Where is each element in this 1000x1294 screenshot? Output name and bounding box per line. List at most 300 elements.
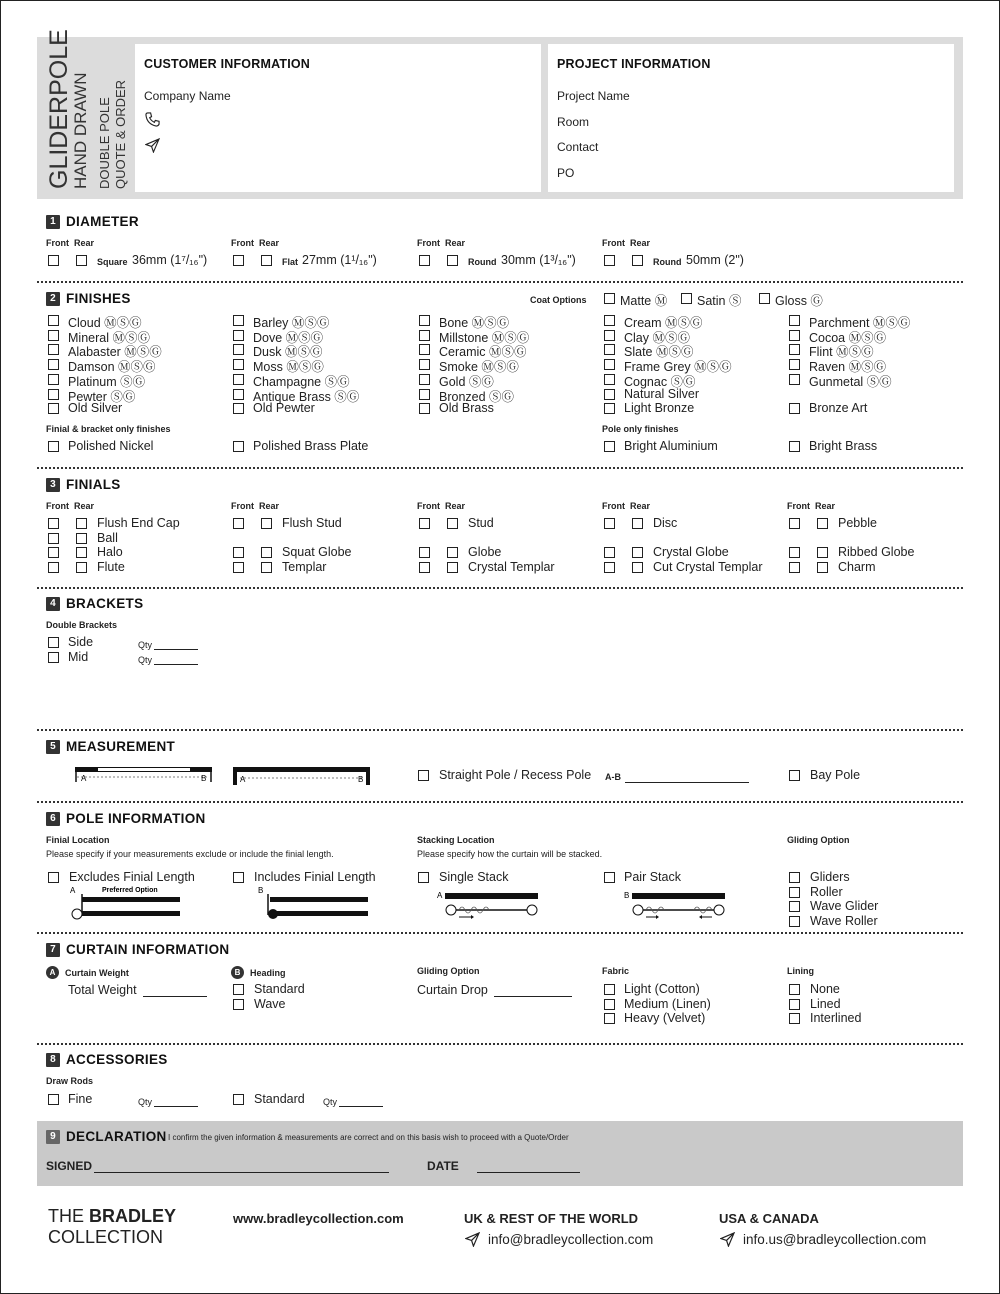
rear-label: Rear	[74, 501, 95, 511]
finial-location-label: Finial Location	[46, 835, 110, 845]
finish-label: Old Silver	[68, 401, 123, 416]
point-a-label: A	[70, 886, 76, 895]
section-title: BRACKETS	[66, 596, 144, 611]
section-number: 1	[46, 215, 60, 229]
finish-label: Champagne ⓈⒼ	[253, 374, 350, 389]
finish-checkbox[interactable]	[419, 359, 430, 370]
lining-option-label: None	[810, 982, 840, 996]
finish-label: Barley ⓂⓈⒼ	[253, 316, 330, 330]
finial-label: Pebble	[838, 516, 877, 530]
finial-label: Ball	[97, 530, 118, 545]
customer-info-title: CUSTOMER INFORMATION	[144, 57, 311, 71]
title-double-pole: DOUBLE POLE	[97, 97, 112, 189]
front-checkbox[interactable]	[48, 547, 59, 558]
straight-pole-diagram	[232, 766, 372, 786]
section-title: DECLARATION	[66, 1129, 167, 1144]
bright-brass-label: Bright Brass	[809, 439, 878, 453]
rear-checkbox[interactable]	[76, 255, 87, 266]
fabric-checkbox[interactable]	[604, 999, 615, 1010]
rear-label: Rear	[445, 501, 466, 511]
stacking-location-note: Please specify how the curtain will be stacked.	[417, 849, 603, 859]
ab-measurement-input[interactable]	[625, 771, 749, 783]
finish-checkbox[interactable]	[233, 359, 244, 370]
finish-label: Alabaster ⓂⓈⒼ	[68, 345, 162, 360]
rear-checkbox[interactable]	[817, 562, 828, 573]
curtain-gliding-label: Gliding Option	[417, 966, 480, 976]
excludes-finial-label: Excludes Finial Length	[69, 870, 195, 884]
front-checkbox[interactable]	[233, 562, 244, 573]
lining-checkbox[interactable]	[789, 999, 800, 1010]
finish-checkbox[interactable]	[419, 403, 430, 414]
diameter-size-label: 36mm (1⁷/₁₆")	[132, 253, 208, 267]
finial-label: Flush End Cap	[97, 516, 180, 530]
finish-checkbox[interactable]	[604, 330, 615, 341]
fabric-checkbox[interactable]	[604, 1013, 615, 1024]
rear-label: Rear	[445, 238, 466, 248]
point-b-label: B	[258, 886, 264, 895]
rear-checkbox[interactable]	[817, 547, 828, 558]
single-stack-checkbox[interactable]	[418, 872, 429, 883]
brackets-heading	[46, 596, 143, 611]
rear-label: Rear	[259, 501, 280, 511]
preferred-option-label: Preferred Option	[102, 887, 158, 894]
mid-qty-input[interactable]	[154, 653, 198, 665]
front-checkbox[interactable]	[789, 562, 800, 573]
send-icon	[465, 1232, 480, 1247]
title-quote-order: QUOTE & ORDER	[113, 79, 128, 189]
diameter-size-label: 27mm (1¹/₁₆")	[302, 253, 377, 267]
pole-info-heading	[46, 811, 206, 826]
finishes-heading	[46, 291, 131, 306]
section-number: 3	[46, 478, 60, 492]
front-checkbox[interactable]	[48, 562, 59, 573]
divider	[37, 932, 963, 934]
pair-stack-diagram	[624, 890, 729, 920]
date-label: DATE	[427, 1159, 459, 1173]
rear-checkbox[interactable]	[76, 518, 87, 529]
section-title: FINIALS	[66, 477, 121, 492]
gliding-option-label: Gliding Option	[787, 835, 850, 845]
signed-label: SIGNED	[46, 1159, 93, 1173]
standard-qty-input[interactable]	[339, 1095, 383, 1107]
finish-checkbox[interactable]	[604, 315, 615, 326]
send-icon	[145, 138, 160, 153]
front-checkbox[interactable]	[789, 518, 800, 529]
side-bracket-label: Side	[68, 635, 94, 649]
diameter-shape-label: Flat	[282, 257, 299, 267]
divider	[37, 729, 963, 731]
heading-label	[231, 966, 286, 979]
rear-label: Rear	[630, 238, 651, 248]
finish-checkbox[interactable]	[419, 374, 430, 385]
finish-checkbox[interactable]	[233, 389, 244, 400]
finial-label: Templar	[282, 560, 327, 575]
po-field[interactable]: PO	[557, 166, 575, 180]
curtain-weight-label	[46, 966, 129, 979]
finish-checkbox[interactable]	[789, 374, 800, 385]
finish-label: Antique Brass ⓈⒼ	[253, 389, 360, 404]
finial-label: Globe	[468, 545, 502, 560]
front-checkbox[interactable]	[233, 518, 244, 529]
rear-checkbox[interactable]	[261, 547, 272, 558]
qty-label: Qty	[138, 655, 153, 665]
front-checkbox[interactable]	[604, 255, 615, 266]
finish-label: Cloud ⓂⓈⒼ	[68, 316, 142, 330]
company-name-field[interactable]: Company Name	[144, 89, 231, 103]
finial-label: Flute	[97, 560, 125, 575]
coat-options-label: Coat Options	[530, 295, 587, 305]
recess-pole-diagram	[74, 766, 214, 784]
standard-rod-label: Standard	[254, 1092, 305, 1106]
rear-checkbox[interactable]	[261, 562, 272, 573]
polished-nickel-label: Polished Nickel	[68, 439, 154, 453]
polished-brass-checkbox[interactable]	[233, 441, 244, 452]
point-a-label: A	[240, 775, 246, 784]
front-label: Front	[417, 238, 440, 248]
finish-label: Pewter ⓈⒼ	[68, 389, 136, 404]
total-weight-input[interactable]	[143, 985, 207, 997]
diameter-size-label: 30mm (1³/₁₆")	[501, 253, 576, 267]
fabric-option-label: Heavy (Velvet)	[624, 1011, 706, 1026]
finish-label: Cocoa ⓂⓈⒼ	[809, 330, 887, 345]
finish-checkbox[interactable]	[419, 389, 430, 400]
us-region-label: USA & CANADA	[719, 1211, 819, 1226]
front-checkbox[interactable]	[604, 562, 615, 573]
point-a-label: A	[437, 891, 443, 900]
section-number: 6	[46, 812, 60, 826]
finish-checkbox[interactable]	[48, 389, 59, 400]
finish-checkbox[interactable]	[48, 315, 59, 326]
front-checkbox[interactable]	[604, 547, 615, 558]
lining-label: Lining	[787, 966, 814, 976]
fine-qty-input[interactable]	[154, 1095, 198, 1107]
coat-matte-checkbox[interactable]	[604, 293, 615, 304]
section-title: CURTAIN INFORMATION	[66, 942, 230, 957]
divider	[37, 587, 963, 589]
title-gliderpole: GLIDERPOLE	[45, 29, 73, 189]
point-b-label: B	[358, 775, 364, 784]
includes-finial-label: Includes Finial Length	[254, 870, 376, 884]
front-checkbox[interactable]	[419, 255, 430, 266]
rear-checkbox[interactable]	[76, 562, 87, 573]
bright-aluminium-label: Bright Aluminium	[624, 439, 718, 453]
pair-stack-checkbox[interactable]	[604, 872, 615, 883]
front-label: Front	[46, 501, 69, 511]
finish-checkbox[interactable]	[789, 403, 800, 414]
finial-label: Flush Stud	[282, 516, 342, 530]
measurement-heading	[46, 739, 175, 754]
qty-label: Qty	[138, 1097, 153, 1107]
uk-email-link[interactable]: info@bradleycollection.com	[488, 1232, 654, 1247]
finish-label: Slate ⓂⓈⒼ	[624, 345, 694, 360]
send-icon	[720, 1232, 735, 1247]
single-stack-label: Single Stack	[439, 870, 509, 884]
date-input[interactable]	[477, 1159, 580, 1173]
section-title: ACCESSORIES	[66, 1052, 168, 1067]
front-checkbox[interactable]	[48, 255, 59, 266]
form-title	[37, 29, 135, 199]
section-title: POLE INFORMATION	[66, 811, 206, 826]
finish-label: Smoke ⓂⓈⒼ	[439, 360, 519, 375]
curtain-drop-input[interactable]	[494, 985, 572, 997]
bay-pole-checkbox[interactable]	[789, 770, 800, 781]
coat-satin-checkbox[interactable]	[681, 293, 692, 304]
single-stack-diagram	[437, 890, 542, 920]
logo-the: THE	[48, 1206, 84, 1226]
rear-checkbox[interactable]	[632, 255, 643, 266]
finish-checkbox[interactable]	[604, 403, 615, 414]
coat-matte-label: Matte Ⓜ	[620, 294, 668, 308]
rear-checkbox[interactable]	[447, 547, 458, 558]
finish-checkbox[interactable]	[419, 344, 430, 355]
polished-nickel-checkbox[interactable]	[48, 441, 59, 452]
section-number: 4	[46, 597, 60, 611]
gliding-option-checkbox[interactable]	[789, 901, 800, 912]
section-number: 5	[46, 740, 60, 754]
finish-checkbox[interactable]	[48, 344, 59, 355]
gliding-option-label: Roller	[810, 884, 843, 899]
finish-label: Natural Silver	[624, 386, 700, 401]
finish-checkbox[interactable]	[789, 315, 800, 326]
double-brackets-label: Double Brackets	[46, 620, 118, 630]
finish-label: Bronzed ⓈⒼ	[439, 389, 515, 404]
front-label: Front	[46, 238, 69, 248]
point-b-label: B	[201, 774, 207, 783]
diameter-shape-label: Round	[468, 257, 497, 267]
pole-only-finishes-label: Pole only finishes	[602, 424, 679, 434]
lining-checkbox[interactable]	[789, 984, 800, 995]
finish-label: Mineral ⓂⓈⒼ	[68, 330, 150, 345]
finish-checkbox[interactable]	[789, 359, 800, 370]
finial-label: Crystal Templar	[468, 560, 555, 575]
finish-checkbox[interactable]	[233, 330, 244, 341]
finish-checkbox[interactable]	[419, 315, 430, 326]
marker-b: B	[231, 966, 244, 979]
project-info-box	[548, 44, 954, 192]
rear-label: Rear	[815, 501, 836, 511]
finish-checkbox[interactable]	[48, 374, 59, 385]
rear-checkbox[interactable]	[632, 518, 643, 529]
signature-input[interactable]	[94, 1159, 389, 1173]
project-info-title: PROJECT INFORMATION	[557, 57, 711, 71]
finial-label: Squat Globe	[282, 545, 352, 560]
finish-checkbox[interactable]	[419, 330, 430, 341]
stacking-location-label: Stacking Location	[417, 835, 495, 845]
fabric-checkbox[interactable]	[604, 984, 615, 995]
straight-pole-checkbox[interactable]	[418, 770, 429, 781]
marker-a: A	[46, 966, 59, 979]
rear-checkbox[interactable]	[447, 518, 458, 529]
bright-brass-checkbox[interactable]	[789, 441, 800, 452]
rear-checkbox[interactable]	[817, 518, 828, 529]
curtain-weight-text: Curtain Weight	[65, 967, 129, 978]
finish-checkbox[interactable]	[789, 330, 800, 341]
ab-label: A-B	[605, 772, 621, 782]
bay-pole-label: Bay Pole	[810, 768, 861, 782]
gliding-option-label: Wave Roller	[810, 914, 878, 929]
fine-rod-label: Fine	[68, 1092, 93, 1106]
finish-label: Moss ⓂⓈⒼ	[253, 360, 324, 375]
front-checkbox[interactable]	[233, 255, 244, 266]
finish-checkbox[interactable]	[233, 344, 244, 355]
finish-label: Cognac ⓈⒼ	[624, 374, 696, 389]
contact-field[interactable]: Contact	[557, 140, 599, 154]
front-label: Front	[231, 501, 254, 511]
finish-label: Raven ⓂⓈⒼ	[809, 360, 887, 375]
finish-checkbox[interactable]	[48, 403, 59, 414]
front-label: Front	[602, 238, 625, 248]
point-a-label: A	[81, 774, 87, 783]
finials-heading	[46, 477, 121, 492]
finish-checkbox[interactable]	[604, 389, 615, 400]
rear-checkbox[interactable]	[632, 562, 643, 573]
divider	[37, 281, 963, 283]
straight-pole-label: Straight Pole / Recess Pole	[439, 768, 592, 782]
declaration-text: I confirm the given information & measurements are correct and on this basis wish to proceed with a Quote/Order	[168, 1133, 569, 1142]
finish-label: Clay ⓂⓈⒼ	[624, 330, 690, 345]
coat-satin-label: Satin Ⓢ	[697, 294, 742, 308]
logo-bradley: BRADLEY	[89, 1206, 177, 1226]
curtain-info-heading	[46, 942, 229, 957]
finial-location-note: Please specify if your measurements exclude or include the finial length.	[46, 849, 334, 859]
finish-checkbox[interactable]	[233, 315, 244, 326]
diameter-shape-label: Round	[653, 257, 682, 267]
pair-stack-label: Pair Stack	[624, 870, 681, 884]
finish-label: Millstone ⓂⓈⒼ	[439, 330, 530, 345]
finial-label: Disc	[653, 516, 678, 530]
section-title: FINISHES	[66, 291, 131, 306]
rear-label: Rear	[259, 238, 280, 248]
rear-checkbox[interactable]	[76, 547, 87, 558]
rear-checkbox[interactable]	[447, 255, 458, 266]
finish-checkbox[interactable]	[604, 359, 615, 370]
divider	[37, 467, 963, 469]
declaration-heading	[46, 1129, 167, 1144]
qty-label: Qty	[138, 640, 153, 650]
heading-checkbox[interactable]	[233, 999, 244, 1010]
customer-info-box	[135, 44, 541, 192]
excludes-finial-checkbox[interactable]	[48, 872, 59, 883]
finish-checkbox[interactable]	[48, 330, 59, 341]
draw-rods-label: Draw Rods	[46, 1076, 94, 1086]
finial-label: Ribbed Globe	[838, 545, 915, 560]
finial-label: Stud	[468, 516, 494, 530]
rear-checkbox[interactable]	[76, 533, 87, 544]
header-panel	[37, 29, 963, 199]
front-checkbox[interactable]	[419, 547, 430, 558]
fabric-label: Fabric	[602, 966, 630, 976]
finial-label: Crystal Globe	[653, 545, 729, 560]
us-email-link[interactable]: info.us@bradleycollection.com	[743, 1232, 927, 1247]
gliding-option-checkbox[interactable]	[789, 887, 800, 898]
gliding-option-checkbox[interactable]	[789, 916, 800, 927]
front-checkbox[interactable]	[419, 518, 430, 529]
gliding-option-checkbox[interactable]	[789, 872, 800, 883]
diameter-shape-label: Square	[97, 257, 128, 267]
gliding-option-label: Wave Glider	[810, 899, 879, 914]
finish-checkbox[interactable]	[604, 344, 615, 355]
finish-checkbox[interactable]	[233, 403, 244, 414]
front-checkbox[interactable]	[48, 518, 59, 529]
coat-gloss-checkbox[interactable]	[759, 293, 770, 304]
finish-label: Damson ⓂⓈⒼ	[68, 360, 156, 375]
finish-label: Dusk ⓂⓈⒼ	[253, 345, 323, 360]
finish-label: Old Brass	[439, 401, 494, 416]
finish-checkbox[interactable]	[604, 374, 615, 385]
divider	[37, 1043, 963, 1045]
front-label: Front	[417, 501, 440, 511]
bright-aluminium-checkbox[interactable]	[604, 441, 615, 452]
finial-label: Cut Crystal Templar	[653, 560, 763, 575]
finish-label: Flint ⓂⓈⒼ	[809, 345, 874, 360]
front-checkbox[interactable]	[419, 562, 430, 573]
heading-option-label: Standard	[254, 982, 305, 996]
lining-option-label: Lined	[810, 996, 841, 1011]
front-label: Front	[787, 501, 810, 511]
finish-label: Ceramic ⓂⓈⒼ	[439, 345, 527, 360]
side-bracket-checkbox[interactable]	[48, 637, 59, 648]
front-checkbox[interactable]	[48, 533, 59, 544]
rear-checkbox[interactable]	[261, 255, 272, 266]
finish-label: Old Pewter	[253, 401, 315, 416]
front-checkbox[interactable]	[233, 547, 244, 558]
finish-label: Cream ⓂⓈⒼ	[624, 316, 703, 330]
section-number: 8	[46, 1053, 60, 1067]
website-link[interactable]: www.bradleycollection.com	[233, 1211, 404, 1226]
mid-bracket-checkbox[interactable]	[48, 652, 59, 663]
fabric-option-label: Medium (Linen)	[624, 996, 711, 1011]
finish-label: Light Bronze	[624, 401, 695, 416]
lining-checkbox[interactable]	[789, 1013, 800, 1024]
standard-rod-checkbox[interactable]	[233, 1094, 244, 1105]
bradley-logo	[48, 1206, 176, 1248]
rear-checkbox[interactable]	[632, 547, 643, 558]
heading-checkbox[interactable]	[233, 984, 244, 995]
finial-label: Charm	[838, 560, 876, 575]
finish-label: Bone ⓂⓈⒼ	[439, 316, 510, 330]
polished-brass-label: Polished Brass Plate	[253, 439, 369, 453]
coat-gloss-label: Gloss Ⓖ	[775, 294, 823, 308]
point-b-label: B	[624, 891, 630, 900]
finial-only-finishes-label: Finial & bracket only finishes	[46, 424, 171, 434]
fine-rod-checkbox[interactable]	[48, 1094, 59, 1105]
front-checkbox[interactable]	[604, 518, 615, 529]
section-title: MEASUREMENT	[66, 739, 176, 754]
finish-label: Bronze Art	[809, 401, 868, 416]
rear-checkbox[interactable]	[447, 562, 458, 573]
includes-finial-diagram	[258, 885, 373, 921]
finish-checkbox[interactable]	[789, 344, 800, 355]
rear-label: Rear	[74, 238, 95, 248]
room-field[interactable]: Room	[557, 115, 590, 129]
gliding-option-label: Gliders	[810, 870, 850, 884]
diameter-heading	[46, 214, 139, 229]
project-name-field[interactable]: Project Name	[557, 89, 630, 103]
rear-checkbox[interactable]	[261, 518, 272, 529]
heading-option-label: Wave	[254, 996, 286, 1011]
total-weight-label: Total Weight	[68, 983, 137, 997]
excludes-finial-diagram	[70, 885, 185, 921]
finish-checkbox[interactable]	[233, 374, 244, 385]
title-hand-drawn: HAND DRAWN	[71, 72, 90, 189]
finish-checkbox[interactable]	[48, 359, 59, 370]
finish-label: Platinum ⓈⒼ	[68, 374, 146, 389]
heading-text: Heading	[250, 967, 286, 978]
includes-finial-checkbox[interactable]	[233, 872, 244, 883]
front-label: Front	[602, 501, 625, 511]
side-qty-input[interactable]	[154, 638, 198, 650]
front-checkbox[interactable]	[789, 547, 800, 558]
